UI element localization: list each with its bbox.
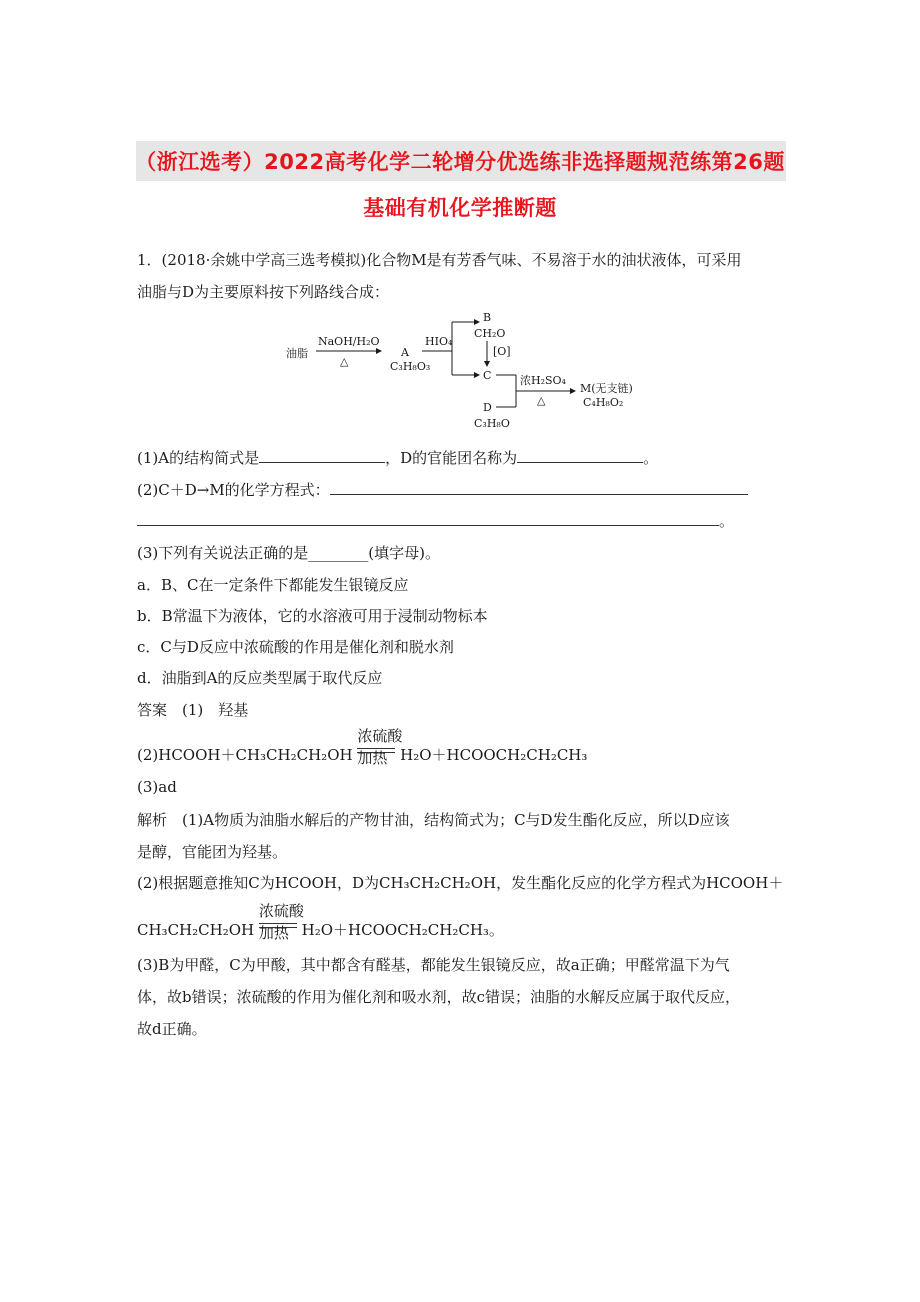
answer-3: (3)ad xyxy=(137,778,177,796)
option-c: c．C与D反应中浓硫酸的作用是催化剂和脱水剂 xyxy=(137,638,454,656)
q1-end: 。 xyxy=(643,449,659,467)
question-3: (3)下列有关说法正确的是________(填字母)。 xyxy=(137,544,440,562)
question-intro: 1．(2018·余姚中学高三选考模拟)化合物M是有芳香气味、不易溶于水的油状液体，可采用 xyxy=(137,251,742,269)
diagram-M-formula: C₄H₈O₂ xyxy=(583,396,624,409)
q1-text-b: ，D的官能团名称为 xyxy=(385,449,518,467)
question-1 xyxy=(137,448,658,468)
answer-equation xyxy=(137,727,588,767)
analysis-3c: 故d正确。 xyxy=(137,1020,207,1038)
analysis-eq-condition xyxy=(258,902,304,942)
answer-cond-bottom: 加热 xyxy=(357,749,388,767)
answer-eq-left: (2)HCOOH＋CH₃CH₂CH₂OH xyxy=(137,746,353,764)
answer-eq-right: H₂O＋HCOOCH₂CH₂CH₃ xyxy=(400,746,588,764)
q1-blank-b xyxy=(517,448,643,463)
diagram-A: A xyxy=(401,346,409,359)
diagram-C: C xyxy=(483,369,492,382)
analysis-3b: 体，故b错误；浓硫酸的作用为催化剂和吸水剂，故c错误；油脂的水解反应属于取代反应， xyxy=(137,988,741,1006)
page-subtitle: 基础有机化学推断题 xyxy=(363,196,557,220)
diagram-A-formula: C₃H₈O₃ xyxy=(390,360,431,373)
analysis-3a: (3)B为甲醛，C为甲酸，其中都含有醛基，都能发生银镜反应，故a正确；甲醛常温下为气 xyxy=(137,956,730,974)
option-a: a．B、C在一定条件下都能发生银镜反应 xyxy=(137,576,409,594)
q2-text: (2)C＋D→M的化学方程式： xyxy=(137,481,330,499)
q2-end: 。 xyxy=(719,512,735,530)
analysis-cond-bottom: 加热 xyxy=(258,924,289,942)
diagram-M: M(无支链) xyxy=(580,382,633,395)
analysis-2a: (2)根据题意推知C为HCOOH，D为CH₃CH₂CH₂OH，发生酯化反应的化学方程式为HCOOH＋ xyxy=(137,874,784,892)
q2-blank-2 xyxy=(137,511,719,526)
answer-label: 答案 (1) 羟基 xyxy=(137,701,249,719)
analysis-1a: 解析 (1)A物质为油脂水解后的产物甘油，结构简式为；C与D发生酯化反应，所以D应该 xyxy=(137,811,730,829)
question-2 xyxy=(137,480,748,500)
option-b: b．B常温下为液体，它的水溶液可用于浸制动物标本 xyxy=(137,607,488,625)
diagram-oxid: [O] xyxy=(493,345,511,358)
analysis-1b: 是醇，官能团为羟基。 xyxy=(137,843,288,861)
analysis-cond-top: 浓硫酸 xyxy=(258,902,304,920)
question-2-line2 xyxy=(137,511,734,531)
q2-blank xyxy=(330,480,748,495)
diagram-B: B xyxy=(483,311,492,324)
analysis-eq-left: CH₃CH₂CH₂OH xyxy=(137,921,255,939)
analysis-2b xyxy=(137,902,504,942)
diagram-B-formula: CH₂O xyxy=(474,327,506,340)
diagram-reagent3: 浓H₂SO₄ xyxy=(520,374,566,387)
diagram-reagent1: NaOH/H₂O xyxy=(318,335,380,348)
q1-text-a: (1)A的结构简式是 xyxy=(137,449,260,467)
option-d: d．油脂到A的反应类型属于取代反应 xyxy=(137,669,383,687)
diagram-D-formula: C₃H₈O xyxy=(474,417,510,430)
answer-eq-condition xyxy=(357,727,403,767)
q1-blank-a xyxy=(259,448,385,463)
page-title: （浙江选考）2022高考化学二轮增分优选练非选择题规范练第26题 xyxy=(135,150,785,174)
answer-cond-top: 浓硫酸 xyxy=(357,727,403,745)
diagram-heat1: △ xyxy=(340,355,349,368)
diagram-heat3: △ xyxy=(537,394,546,407)
diagram-D: D xyxy=(483,401,492,414)
diagram-reagent2: HIO₄ xyxy=(425,335,453,348)
analysis-eq-right: H₂O＋HCOOCH₂CH₂CH₃。 xyxy=(301,921,504,939)
synthesis-route-diagram xyxy=(280,305,660,435)
question-intro-2: 油脂与D为主要原料按下列路线合成： xyxy=(137,283,390,301)
diagram-start: 油脂 xyxy=(286,347,308,360)
